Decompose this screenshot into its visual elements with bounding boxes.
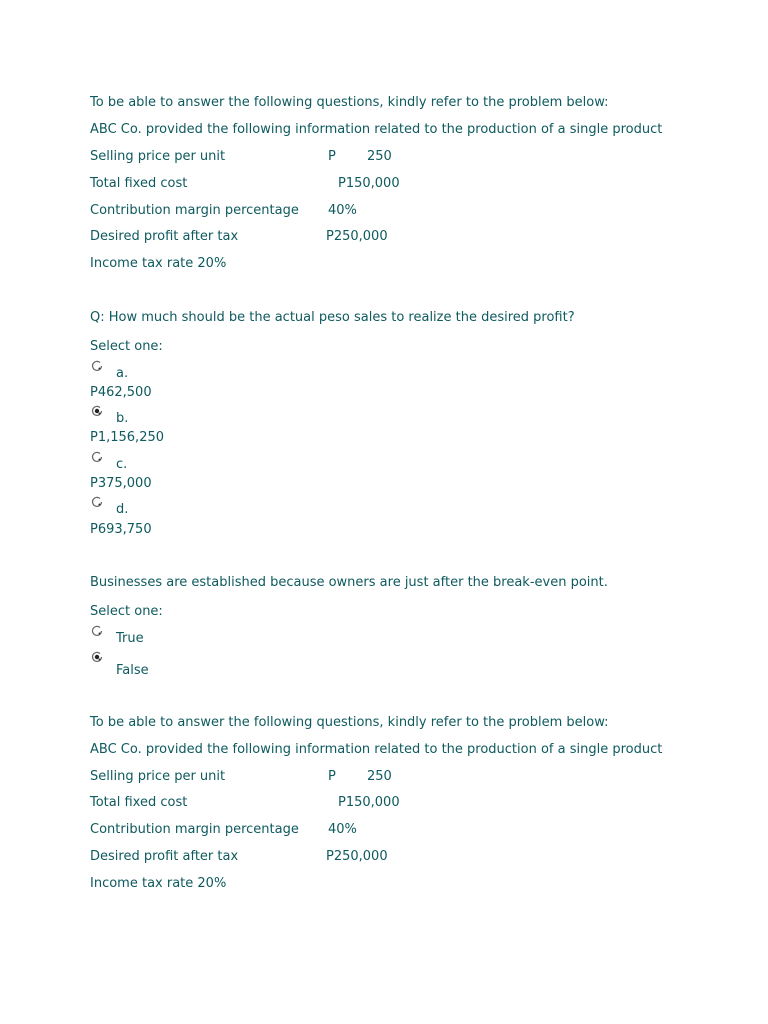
row-value-fixed-cost-2: P150,000 — [338, 795, 400, 810]
row-label-selling-price-2: Selling price per unit — [90, 769, 226, 784]
problem-intro: To be able to answer the following questions, kindly refer to the problem below: — [90, 95, 609, 110]
row-label-fixed-cost-2: Total fixed cost — [90, 795, 188, 810]
option-letter-a: a. — [116, 366, 129, 381]
row-value-desired-profit: P250,000 — [326, 229, 388, 244]
row-value-cm-percentage-2: 40% — [328, 822, 357, 837]
radio-option-c[interactable] — [91, 451, 101, 461]
row-currency-selling-price: P — [328, 149, 336, 164]
row-label-cm-percentage: Contribution margin percentage — [90, 203, 299, 218]
row-label-selling-price: Selling price per unit — [90, 149, 226, 164]
row-label-fixed-cost: Total fixed cost — [90, 176, 188, 191]
problem-company-line-2: ABC Co. provided the following information related to the production of a single product — [90, 742, 663, 757]
row-label-cm-percentage-2: Contribution margin percentage — [90, 822, 299, 837]
radio-option-b[interactable] — [91, 405, 101, 415]
option-value-b[interactable]: P1,156,250 — [90, 430, 165, 445]
problem-company-line: ABC Co. provided the following information related to the production of a single product — [90, 122, 663, 137]
option-label-true[interactable]: True — [116, 631, 144, 646]
option-label-false[interactable]: False — [116, 663, 149, 678]
row-label-desired-profit: Desired profit after tax — [90, 229, 239, 244]
tax-rate-line: Income tax rate 20% — [90, 256, 227, 271]
question-text-2: Businesses are established because owners are just after the break-even point. — [90, 575, 608, 590]
radio-option-false[interactable] — [91, 651, 101, 661]
option-value-d[interactable]: P693,750 — [90, 522, 152, 537]
option-value-a[interactable]: P462,500 — [90, 385, 152, 400]
option-letter-b: b. — [116, 411, 129, 426]
question-text: Q: How much should be the actual peso sales to realize the desired profit? — [90, 310, 575, 325]
option-value-c[interactable]: P375,000 — [90, 476, 152, 491]
option-letter-d: d. — [116, 502, 129, 517]
row-currency-selling-price-2: P — [328, 769, 336, 784]
row-value-selling-price-2: 250 — [367, 769, 392, 784]
option-letter-c: c. — [116, 457, 128, 472]
row-value-selling-price: 250 — [367, 149, 392, 164]
row-value-fixed-cost: P150,000 — [338, 176, 400, 191]
row-value-desired-profit-2: P250,000 — [326, 849, 388, 864]
radio-option-true[interactable] — [91, 625, 101, 635]
tax-rate-line-2: Income tax rate 20% — [90, 876, 227, 891]
select-one-label-2: Select one: — [90, 604, 163, 619]
row-value-cm-percentage: 40% — [328, 203, 357, 218]
select-one-label: Select one: — [90, 339, 163, 354]
radio-option-d[interactable] — [91, 496, 101, 506]
problem-intro-2: To be able to answer the following questions, kindly refer to the problem below: — [90, 715, 609, 730]
row-label-desired-profit-2: Desired profit after tax — [90, 849, 239, 864]
radio-option-a[interactable] — [91, 360, 101, 370]
